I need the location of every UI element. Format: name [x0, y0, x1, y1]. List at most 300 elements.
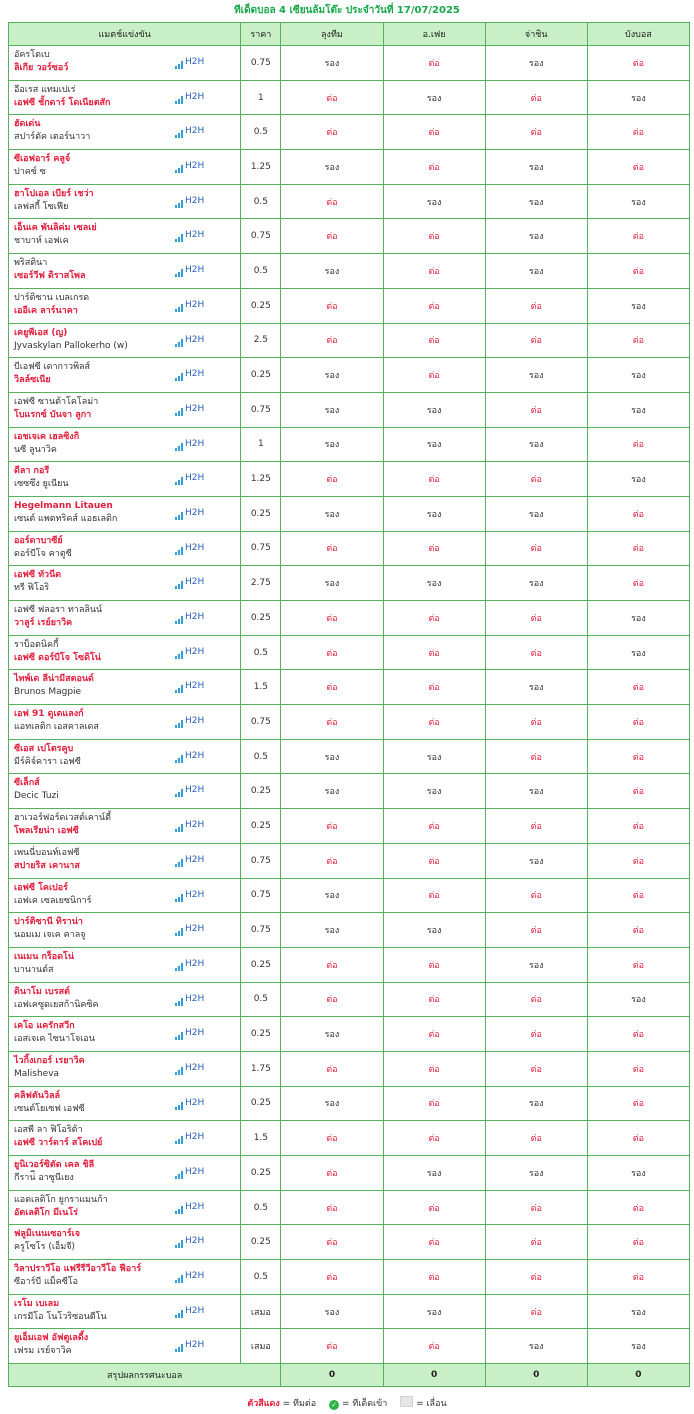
tip-cell: รอง — [485, 219, 587, 254]
signal-bars-icon — [175, 373, 183, 381]
home-team: เรโม เบเลม — [14, 1298, 60, 1309]
page-title: ทีเด็ดบอล 4 เซียนล้มโต๊ะ ประจำวันที่ 17/07/2025 — [234, 5, 460, 16]
tip-cell: ต่อ — [281, 115, 383, 150]
tip-cell: รอง — [587, 635, 689, 670]
signal-bars-icon — [175, 96, 183, 104]
away-team: มีร์คิจ์คารา เอฟซี — [14, 756, 81, 767]
tip-cell: รอง — [587, 601, 689, 636]
signal-bars-icon — [175, 408, 183, 416]
tip-cell: รอง — [587, 1294, 689, 1329]
h2h-link[interactable] — [175, 784, 204, 797]
tip-cell: ต่อ — [281, 670, 383, 705]
tip-cell: ต่อ — [485, 1190, 587, 1225]
signal-bars-icon — [175, 928, 183, 936]
tips-table — [8, 22, 690, 1387]
h2h-link[interactable] — [175, 819, 204, 832]
tip-cell: ต่อ — [281, 323, 383, 358]
h2h-label: H2H — [185, 1271, 205, 1282]
match-teams — [14, 49, 68, 75]
tip-cell: รอง — [485, 254, 587, 289]
tip-cell: รอง — [587, 392, 689, 427]
legend-red-text: ตัวสีแดง — [247, 1399, 280, 1409]
away-team: ปาคซ์ ซ — [14, 167, 46, 178]
price-cell: 1.25 — [241, 462, 281, 497]
match-cell — [9, 843, 241, 878]
h2h-label: H2H — [185, 889, 205, 900]
tip-cell: รอง — [587, 462, 689, 497]
table-row — [9, 427, 690, 462]
match-teams — [14, 431, 79, 457]
home-team: ฮาเวอร์ฟอร์ดเวสต์เคาน์ตี้ — [14, 813, 111, 824]
table-row — [9, 670, 690, 705]
home-team: เอฟซี ทัวนีด — [14, 570, 62, 581]
tip-cell: รอง — [281, 392, 383, 427]
match-cell — [9, 184, 241, 219]
table-row — [9, 531, 690, 566]
h2h-label: H2H — [185, 1167, 205, 1177]
table-row — [9, 774, 690, 809]
tip-cell: รอง — [587, 1329, 689, 1364]
signal-bars-icon — [175, 269, 183, 277]
signal-bars-icon — [175, 165, 183, 173]
price-cell: 0.75 — [241, 392, 281, 427]
h2h-label: H2H — [185, 57, 205, 67]
h2h-label: H2H — [185, 507, 205, 518]
signal-bars-icon — [175, 894, 183, 902]
home-team: ฮัดเด่น — [14, 119, 41, 130]
tip-cell: ต่อ — [281, 1121, 383, 1156]
h2h-link[interactable] — [175, 472, 204, 485]
match-teams — [14, 292, 89, 318]
h2h-link[interactable] — [175, 646, 204, 659]
home-team: Hegelmann Litauen — [14, 500, 113, 511]
h2h-label: H2H — [185, 91, 205, 102]
home-team: เอชเจเค เฮลซิงกิ — [14, 431, 80, 442]
tip-cell: ต่อ — [383, 635, 485, 670]
h2h-label: H2H — [185, 958, 205, 969]
tip-cell: ต่อ — [281, 184, 383, 219]
h2h-link[interactable] — [175, 1166, 204, 1179]
tip-cell: รอง — [485, 1086, 587, 1121]
tip-cell: รอง — [281, 1294, 383, 1329]
tip-cell: ต่อ — [281, 1190, 383, 1225]
h2h-link[interactable] — [175, 264, 204, 277]
price-cell: 0.5 — [241, 115, 281, 150]
h2h-link[interactable] — [175, 368, 204, 381]
match-teams — [14, 986, 99, 1012]
tip-cell: ต่อ — [587, 947, 689, 982]
signal-bars-icon — [175, 547, 183, 555]
signal-bars-icon — [175, 998, 183, 1006]
tip-cell: ต่อ — [587, 843, 689, 878]
match-cell — [9, 115, 241, 150]
h2h-label: H2H — [185, 1062, 205, 1073]
h2h-label: H2H — [185, 195, 205, 206]
table-row — [9, 601, 690, 636]
tip-cell: ต่อ — [587, 1121, 689, 1156]
h2h-link[interactable] — [175, 923, 204, 936]
match-teams — [14, 500, 117, 526]
tip-cell: ต่อ — [485, 288, 587, 323]
signal-bars-icon — [175, 616, 183, 624]
h2h-link[interactable] — [175, 299, 204, 312]
h2h-link[interactable] — [175, 125, 204, 138]
h2h-link[interactable] — [175, 1305, 204, 1318]
h2h-label: H2H — [185, 1340, 205, 1351]
tip-cell: ต่อ — [281, 1051, 383, 1086]
match-cell — [9, 601, 241, 636]
match-teams — [14, 812, 111, 838]
tip-cell: ต่อ — [485, 1225, 587, 1260]
match-cell — [9, 462, 241, 497]
h2h-link[interactable] — [175, 542, 204, 555]
tip-cell: ต่อ — [587, 1086, 689, 1121]
away-team: โบแรกซ์ บันจา ลูกา — [14, 409, 92, 420]
home-team: วิลาปราวีโอ แฟรีรีวีอาวีโอ ฟีอาร์ — [14, 1264, 142, 1275]
tip-cell: ต่อ — [587, 254, 689, 289]
h2h-link[interactable] — [175, 195, 204, 208]
home-team: ปาร์ติซาน เบลเกรด — [14, 292, 90, 303]
legend-check-desc: = ทีเด็ดเข้า — [341, 1399, 388, 1409]
table-row — [9, 843, 690, 878]
h2h-link[interactable] — [175, 160, 204, 173]
tip-cell: ต่อ — [587, 496, 689, 531]
home-team: ราบ็อตนิคกี้ — [14, 639, 59, 650]
home-team: อัครโตเบ — [14, 50, 50, 60]
h2h-label: H2H — [185, 612, 205, 622]
price-cell: 0.25 — [241, 358, 281, 393]
tip-cell: ต่อ — [281, 80, 383, 115]
signal-bars-icon — [175, 1240, 183, 1248]
h2h-label: H2H — [185, 230, 205, 241]
away-team: วิลล์ซเนีย — [14, 375, 51, 386]
h2h-label: H2H — [185, 1097, 205, 1108]
h2h-link[interactable] — [175, 438, 204, 451]
h2h-label: H2H — [185, 646, 205, 657]
h2h-link[interactable] — [175, 715, 204, 728]
tip-cell: ต่อ — [281, 705, 383, 740]
signal-bars-icon — [175, 1206, 183, 1214]
h2h-label: H2H — [185, 716, 205, 727]
tips-table-body — [9, 46, 690, 1364]
match-teams — [14, 1124, 102, 1150]
home-team: เอ็นเค พันลิค่ม เซลเย่ — [14, 223, 97, 234]
price-cell: เสมอ — [241, 1294, 281, 1329]
table-row — [9, 739, 690, 774]
summary-row — [9, 1364, 690, 1387]
match-teams — [14, 1055, 85, 1081]
h2h-label: H2H — [185, 854, 205, 865]
tip-cell: ต่อ — [383, 254, 485, 289]
tip-cell: รอง — [281, 46, 383, 81]
table-row — [9, 358, 690, 393]
price-cell: 0.75 — [241, 705, 281, 740]
header-tipster: บังบอส — [587, 23, 689, 46]
tip-cell: ต่อ — [587, 46, 689, 81]
h2h-link[interactable] — [175, 229, 204, 242]
price-cell: 0.75 — [241, 843, 281, 878]
match-teams — [14, 951, 74, 977]
away-team: นซี ลูนาวิค — [14, 444, 57, 455]
price-cell: 0.25 — [241, 288, 281, 323]
tip-cell: ต่อ — [485, 115, 587, 150]
price-cell: 1.5 — [241, 1121, 281, 1156]
table-row — [9, 1329, 690, 1364]
match-cell — [9, 739, 241, 774]
h2h-link[interactable] — [175, 680, 204, 693]
table-row — [9, 1121, 690, 1156]
match-teams — [14, 118, 90, 144]
tip-cell: ต่อ — [587, 1225, 689, 1260]
tip-cell: ต่อ — [383, 323, 485, 358]
h2h-link[interactable] — [175, 750, 204, 763]
price-cell: 0.25 — [241, 601, 281, 636]
away-team: เอฟเค เซลเยซนิการ์ — [14, 895, 92, 906]
h2h-link[interactable] — [175, 1339, 204, 1352]
match-cell — [9, 150, 241, 185]
match-teams — [14, 222, 97, 248]
signal-bars-icon — [175, 789, 183, 797]
match-cell — [9, 774, 241, 809]
h2h-link[interactable] — [175, 576, 204, 589]
h2h-label: H2H — [185, 265, 205, 276]
h2h-link[interactable] — [175, 958, 204, 971]
h2h-label: H2H — [185, 403, 205, 414]
tip-cell: รอง — [383, 739, 485, 774]
h2h-link[interactable] — [175, 611, 204, 624]
tip-cell: ต่อ — [281, 947, 383, 982]
signal-bars-icon — [175, 304, 183, 312]
tip-cell: รอง — [485, 843, 587, 878]
home-team: เนเมน กร็อดโน่ — [14, 951, 75, 962]
legend-box-desc: = เลื่อน — [416, 1399, 447, 1409]
signal-bars-icon — [175, 1067, 183, 1075]
tip-cell: ต่อ — [587, 913, 689, 948]
match-teams — [14, 673, 94, 699]
tip-cell: รอง — [485, 1329, 587, 1364]
price-cell: 0.25 — [241, 774, 281, 809]
price-cell: 0.5 — [241, 739, 281, 774]
match-cell — [9, 635, 241, 670]
tip-cell: รอง — [383, 427, 485, 462]
header-tipster: จ่าชิน — [485, 23, 587, 46]
table-header-row — [9, 23, 690, 46]
match-cell — [9, 288, 241, 323]
h2h-link[interactable] — [175, 889, 204, 902]
tip-cell: ต่อ — [383, 1190, 485, 1225]
match-cell — [9, 496, 241, 531]
summary-total: 0 — [485, 1364, 587, 1387]
tip-cell: ต่อ — [281, 1260, 383, 1295]
match-cell — [9, 323, 241, 358]
tip-cell: ต่อ — [485, 1260, 587, 1295]
away-team: เกรมีโอ โนโวริซอนตีโน — [14, 1311, 107, 1322]
tip-cell: รอง — [383, 774, 485, 809]
h2h-link[interactable] — [175, 993, 204, 1006]
tip-cell: ต่อ — [281, 601, 383, 636]
table-row — [9, 1017, 690, 1052]
tip-cell: ต่อ — [383, 670, 485, 705]
h2h-link[interactable] — [175, 1097, 204, 1110]
tip-cell: รอง — [587, 184, 689, 219]
tip-cell: ต่อ — [587, 219, 689, 254]
signal-bars-icon — [175, 1171, 183, 1179]
tip-cell: ต่อ — [383, 46, 485, 81]
match-teams — [14, 604, 102, 630]
tip-cell: ต่อ — [383, 601, 485, 636]
home-team: เอฟ 91 ดูเดแลงก์ — [14, 709, 84, 720]
home-team: ซีเล็กส์ — [14, 778, 40, 789]
price-cell: 1.5 — [241, 670, 281, 705]
match-cell — [9, 1017, 241, 1052]
tip-cell: ต่อ — [485, 913, 587, 948]
tip-cell: รอง — [383, 1294, 485, 1329]
tip-cell: ต่อ — [383, 705, 485, 740]
tip-cell: รอง — [383, 392, 485, 427]
table-row — [9, 80, 690, 115]
tip-cell: ต่อ — [281, 531, 383, 566]
away-team: กีราน่ี อาซูนีเยง — [14, 1173, 74, 1183]
tip-cell: รอง — [485, 670, 587, 705]
away-team: ดอร์บีโจ คาตูซี — [14, 548, 72, 559]
table-row — [9, 947, 690, 982]
match-teams — [14, 1263, 141, 1289]
h2h-link[interactable] — [175, 403, 204, 416]
home-team: เอสพี ลา ฟิโอริต้า — [14, 1125, 83, 1136]
away-team: อัตเลติโก มีเนโร่ — [14, 1207, 78, 1218]
match-cell — [9, 46, 241, 81]
h2h-link[interactable] — [175, 334, 204, 347]
h2h-link[interactable] — [175, 1131, 204, 1144]
h2h-link[interactable] — [175, 1027, 204, 1040]
table-row — [9, 496, 690, 531]
table-row — [9, 46, 690, 81]
h2h-label: H2H — [185, 542, 205, 553]
match-teams — [14, 257, 86, 283]
tip-cell: รอง — [485, 150, 587, 185]
signal-bars-icon — [175, 443, 183, 451]
h2h-link[interactable] — [175, 1235, 204, 1248]
tip-cell: รอง — [485, 774, 587, 809]
away-team: สปายริส เคานาส — [14, 860, 80, 871]
home-team: ไทพ์เด ลีน่ามีสตอนด์ — [14, 674, 94, 685]
tip-cell: ต่อ — [383, 1017, 485, 1052]
tip-cell: รอง — [383, 80, 485, 115]
tip-cell: ต่อ — [485, 635, 587, 670]
table-row — [9, 1156, 690, 1191]
h2h-link[interactable] — [175, 1201, 204, 1214]
match-cell — [9, 1294, 241, 1329]
match-cell — [9, 1225, 241, 1260]
h2h-link[interactable] — [175, 507, 204, 520]
tip-cell: รอง — [485, 184, 587, 219]
price-cell: 0.75 — [241, 531, 281, 566]
h2h-link[interactable] — [175, 1270, 204, 1283]
h2h-label: H2H — [185, 126, 205, 137]
signal-bars-icon — [175, 1344, 183, 1352]
h2h-link[interactable] — [175, 1062, 204, 1075]
h2h-link[interactable] — [175, 91, 204, 104]
h2h-link[interactable] — [175, 854, 204, 867]
tip-cell: ต่อ — [383, 1260, 485, 1295]
h2h-label: H2H — [185, 924, 205, 935]
table-row — [9, 184, 690, 219]
tip-cell: รอง — [281, 739, 383, 774]
tip-cell: รอง — [485, 46, 587, 81]
match-teams — [14, 1332, 88, 1358]
price-cell: 1.25 — [241, 150, 281, 185]
table-row — [9, 254, 690, 289]
summary-total: 0 — [587, 1364, 689, 1387]
price-cell: 0.5 — [241, 1260, 281, 1295]
match-teams — [14, 1194, 108, 1220]
table-row — [9, 1225, 690, 1260]
table-row — [9, 878, 690, 913]
home-team: บีเอฟซี เดากาวพิลส์ — [14, 362, 91, 373]
price-cell: 0.5 — [241, 184, 281, 219]
match-cell — [9, 982, 241, 1017]
price-cell: 0.5 — [241, 1190, 281, 1225]
away-team: เซอร์วีฟ ดิราสโพล — [14, 271, 86, 282]
signal-bars-icon — [175, 130, 183, 138]
tip-cell: ต่อ — [485, 80, 587, 115]
price-cell: 0.75 — [241, 913, 281, 948]
h2h-label: H2H — [185, 334, 205, 345]
tip-cell: ต่อ — [587, 739, 689, 774]
tip-cell: ต่อ — [485, 1017, 587, 1052]
tip-cell: ต่อ — [485, 809, 587, 844]
signal-bars-icon — [175, 1032, 183, 1040]
tip-cell: รอง — [587, 358, 689, 393]
tip-cell: ต่อ — [383, 809, 485, 844]
tip-cell: รอง — [281, 913, 383, 948]
tip-cell: รอง — [587, 1156, 689, 1191]
h2h-label: H2H — [185, 161, 205, 172]
tip-cell: ต่อ — [587, 115, 689, 150]
match-teams — [14, 1020, 95, 1046]
price-cell: 0.25 — [241, 1156, 281, 1191]
h2h-label: H2H — [185, 473, 205, 484]
match-teams — [14, 708, 99, 734]
home-team: ซีเอฟอาร์ คลูจ์ — [14, 154, 71, 165]
tip-cell: ต่อ — [587, 531, 689, 566]
away-team: ชาบาห์ เอฟเค — [14, 236, 69, 247]
match-cell — [9, 1260, 241, 1295]
h2h-label: H2H — [185, 369, 205, 380]
h2h-link[interactable] — [175, 56, 204, 69]
header-match: แมตช์แข่งขัน — [9, 23, 241, 46]
match-cell — [9, 913, 241, 948]
tip-cell: รอง — [485, 496, 587, 531]
price-cell: 0.25 — [241, 1017, 281, 1052]
h2h-label: H2H — [185, 438, 205, 449]
match-cell — [9, 809, 241, 844]
signal-bars-icon — [175, 963, 183, 971]
price-cell: 1 — [241, 80, 281, 115]
away-team: เอฟซี ดอร์บีโจ โซดิโน่ — [14, 652, 101, 663]
match-teams — [14, 188, 94, 214]
match-cell — [9, 947, 241, 982]
tip-cell: ต่อ — [383, 1051, 485, 1086]
signal-bars-icon — [175, 581, 183, 589]
tip-cell: ต่อ — [485, 705, 587, 740]
away-team: แอทเลติก เอสคาลเดส — [14, 722, 99, 733]
table-row — [9, 115, 690, 150]
match-teams — [14, 84, 111, 110]
price-cell: 2.75 — [241, 566, 281, 601]
tip-cell: รอง — [281, 1017, 383, 1052]
tip-cell: ต่อ — [383, 288, 485, 323]
